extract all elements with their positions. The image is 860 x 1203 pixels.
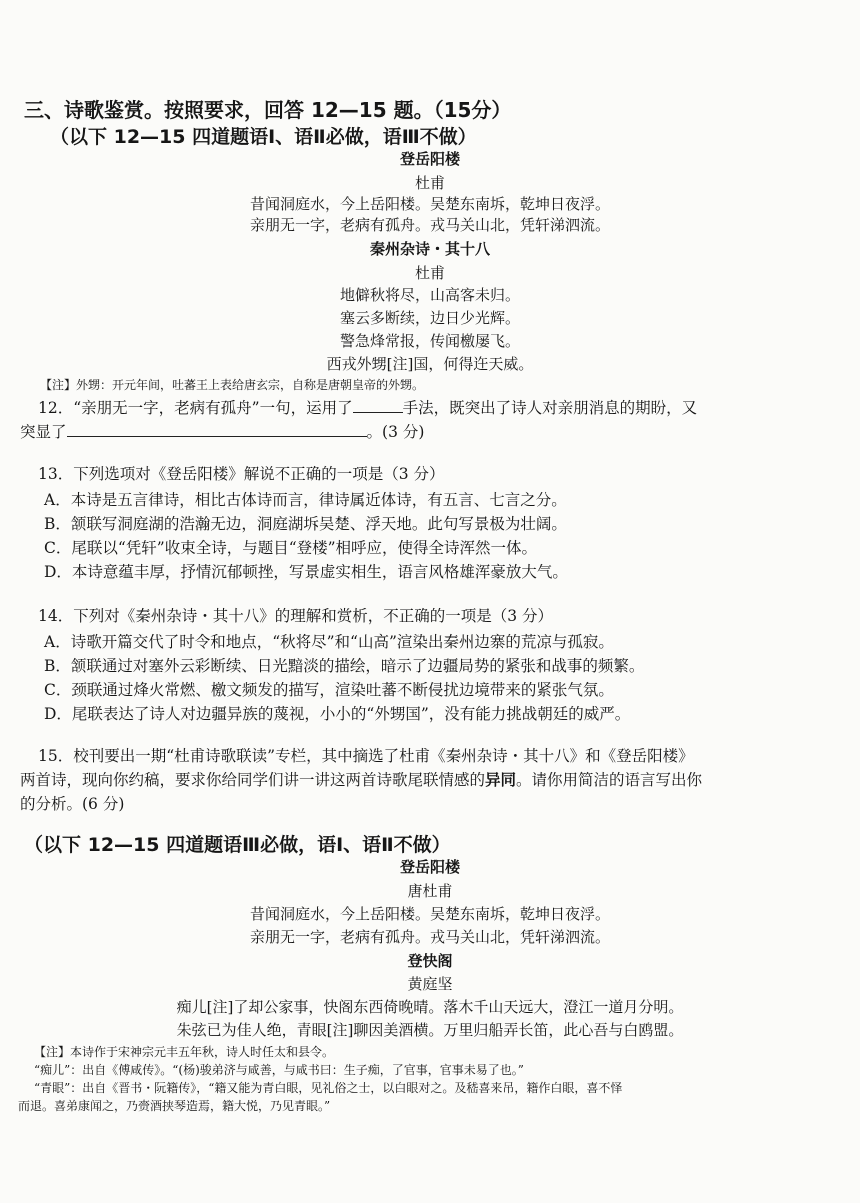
q15-line-2: [20, 768, 702, 790]
poem4-note-1: 【注】本诗作于宋神宗元丰五年秋，诗人时任太和县令。: [34, 1045, 335, 1059]
q14-stem: 14．下列对《秦州杂诗・其十八》的理解和赏析，不正确的一项是（3 分）: [38, 607, 554, 625]
q12-part1: 12．“亲朋无一字，老病有孤舟”一句，运用了: [38, 399, 353, 417]
poem4-author: 黄庭坚: [407, 975, 453, 993]
q15-line2-c: 。请你用简洁的语言写出你: [516, 771, 703, 789]
poem2-line-2: 塞云多断续，边日少光辉。: [339, 309, 520, 327]
q14-option-b[interactable]: B．颔联通过对塞外云彩断续、日光黯淡的描绘，暗示了边疆局势的紧张和战事的频繁。: [44, 657, 645, 675]
poem4-note-2: “痴儿”：出自《傅咸传》。“(杨)骏弟济与咸善，与咸书曰：生子痴，了官事，官事未易了也。”: [34, 1063, 524, 1077]
poem4-note-4: 而退。喜弟康闻之，乃赍酒挟琴造焉，籍大悦，乃见青眼。”: [18, 1099, 331, 1113]
poem2-line-4: 西戎外甥[注]国，何得迕天威。: [326, 355, 534, 373]
q12-line-2: [20, 420, 424, 442]
q15-line-1: 15．校刊要出一期“杜甫诗歌联读”专栏，其中摘选了杜甫《秦州杂诗・其十八》和《登岳阳楼》: [38, 747, 694, 765]
poem2-author: 杜甫: [414, 264, 445, 282]
instruction-a: （以下 12—15 四道题语Ⅰ、语Ⅱ必做，语Ⅲ不做）: [50, 126, 477, 148]
poem3-line-2: 亲朋无一字，老病有孤舟。戎马关山北，凭轩涕泗流。: [249, 928, 610, 946]
q15-line2-a: 两首诗，现向你约稿，要求你给同学们讲一讲这两首诗歌尾联情感的: [20, 771, 486, 789]
poem3-title: 登岳阳楼: [399, 858, 460, 876]
q12-blank-1[interactable]: [353, 398, 403, 413]
q13-option-d[interactable]: D．本诗意蕴丰厚，抒情沉郁顿挫，写景虚实相生，语言风格雄浑豪放大气。: [44, 563, 568, 581]
poem2-note: 【注】外甥：开元年间，吐蕃王上表给唐玄宗，自称是唐朝皇帝的外甥。: [40, 378, 425, 392]
q15-line-3: 的分析。(6 分): [20, 795, 125, 813]
poem4-title: 登快阁: [407, 952, 453, 970]
q13-option-c[interactable]: C．尾联以“凭轩”收束全诗，与题目“登楼”相呼应，使得全诗浑然一体。: [44, 539, 538, 557]
q12-blank-2[interactable]: [67, 422, 367, 437]
q14-option-c[interactable]: C．颈联通过烽火常燃、檄文频发的描写，渲染吐蕃不断侵扰边境带来的紧张气氛。: [44, 681, 614, 699]
poem3-author: 唐杜甫: [407, 882, 453, 900]
q13-stem: 13．下列选项对《登岳阳楼》解说不正确的一项是（3 分）: [38, 465, 445, 483]
poem1-title: 登岳阳楼: [399, 150, 460, 168]
poem4-line-2: 朱弦已为佳人绝，青眼[注]聊因美酒横。万里归船弄长笛，此心吾与白鸥盟。: [176, 1021, 684, 1039]
poem1-line-2: 亲朋无一字，老病有孤舟。戎马关山北，凭轩涕泗流。: [249, 216, 610, 234]
poem2-line-3: 警急烽常报，传闻檄屡飞。: [339, 332, 520, 350]
section-title: 三、诗歌鉴赏。按照要求，回答 12—15 题。（15分）: [24, 98, 512, 122]
q13-option-b[interactable]: B．颔联写洞庭湖的浩瀚无边，洞庭湖坼吴楚、浮天地。此句写景极为壮阔。: [44, 515, 567, 533]
q12-part4: 。(3 分): [366, 423, 425, 441]
q13-option-a[interactable]: A．本诗是五言律诗，相比古体诗而言，律诗属近体诗，有五言、七言之分。: [44, 491, 567, 509]
q12-part2: 手法，既突出了诗人对亲朋消息的期盼，又: [402, 399, 698, 417]
poem1-author: 杜甫: [414, 174, 445, 192]
q15-keyword: 异同: [485, 771, 517, 789]
poem2-title: 秦州杂诗・其十八: [369, 240, 490, 258]
poem4-line-1: 痴儿[注]了却公家事，快阁东西倚晚晴。落木千山天远大，澄江一道月分明。: [176, 998, 684, 1016]
q14-option-d[interactable]: D．尾联表达了诗人对边疆异族的蔑视，小小的“外甥国”，没有能力挑战朝廷的威严。: [44, 705, 631, 723]
q12-part3: 突显了: [20, 423, 67, 441]
instruction-b: （以下 12—15 四道题语Ⅲ必做，语Ⅰ、语Ⅱ不做）: [24, 834, 451, 856]
poem2-line-1: 地僻秋将尽，山高客未归。: [339, 286, 520, 304]
q12-line-1: [38, 396, 697, 418]
poem3-line-1: 昔闻洞庭水，今上岳阳楼。吴楚东南坼，乾坤日夜浮。: [249, 905, 610, 923]
poem1-line-1: 昔闻洞庭水，今上岳阳楼。吴楚东南坼，乾坤日夜浮。: [249, 195, 610, 213]
q14-option-a[interactable]: A．诗歌开篇交代了时令和地点，“秋将尽”和“山高”渲染出秦州边寨的荒凉与孤寂。: [44, 633, 614, 651]
poem4-note-3: “青眼”：出自《晋书・阮籍传》，“籍又能为青白眼，见礼俗之士，以白眼对之。及嵇喜来吊，籍作白眼，喜不怿: [34, 1081, 623, 1095]
